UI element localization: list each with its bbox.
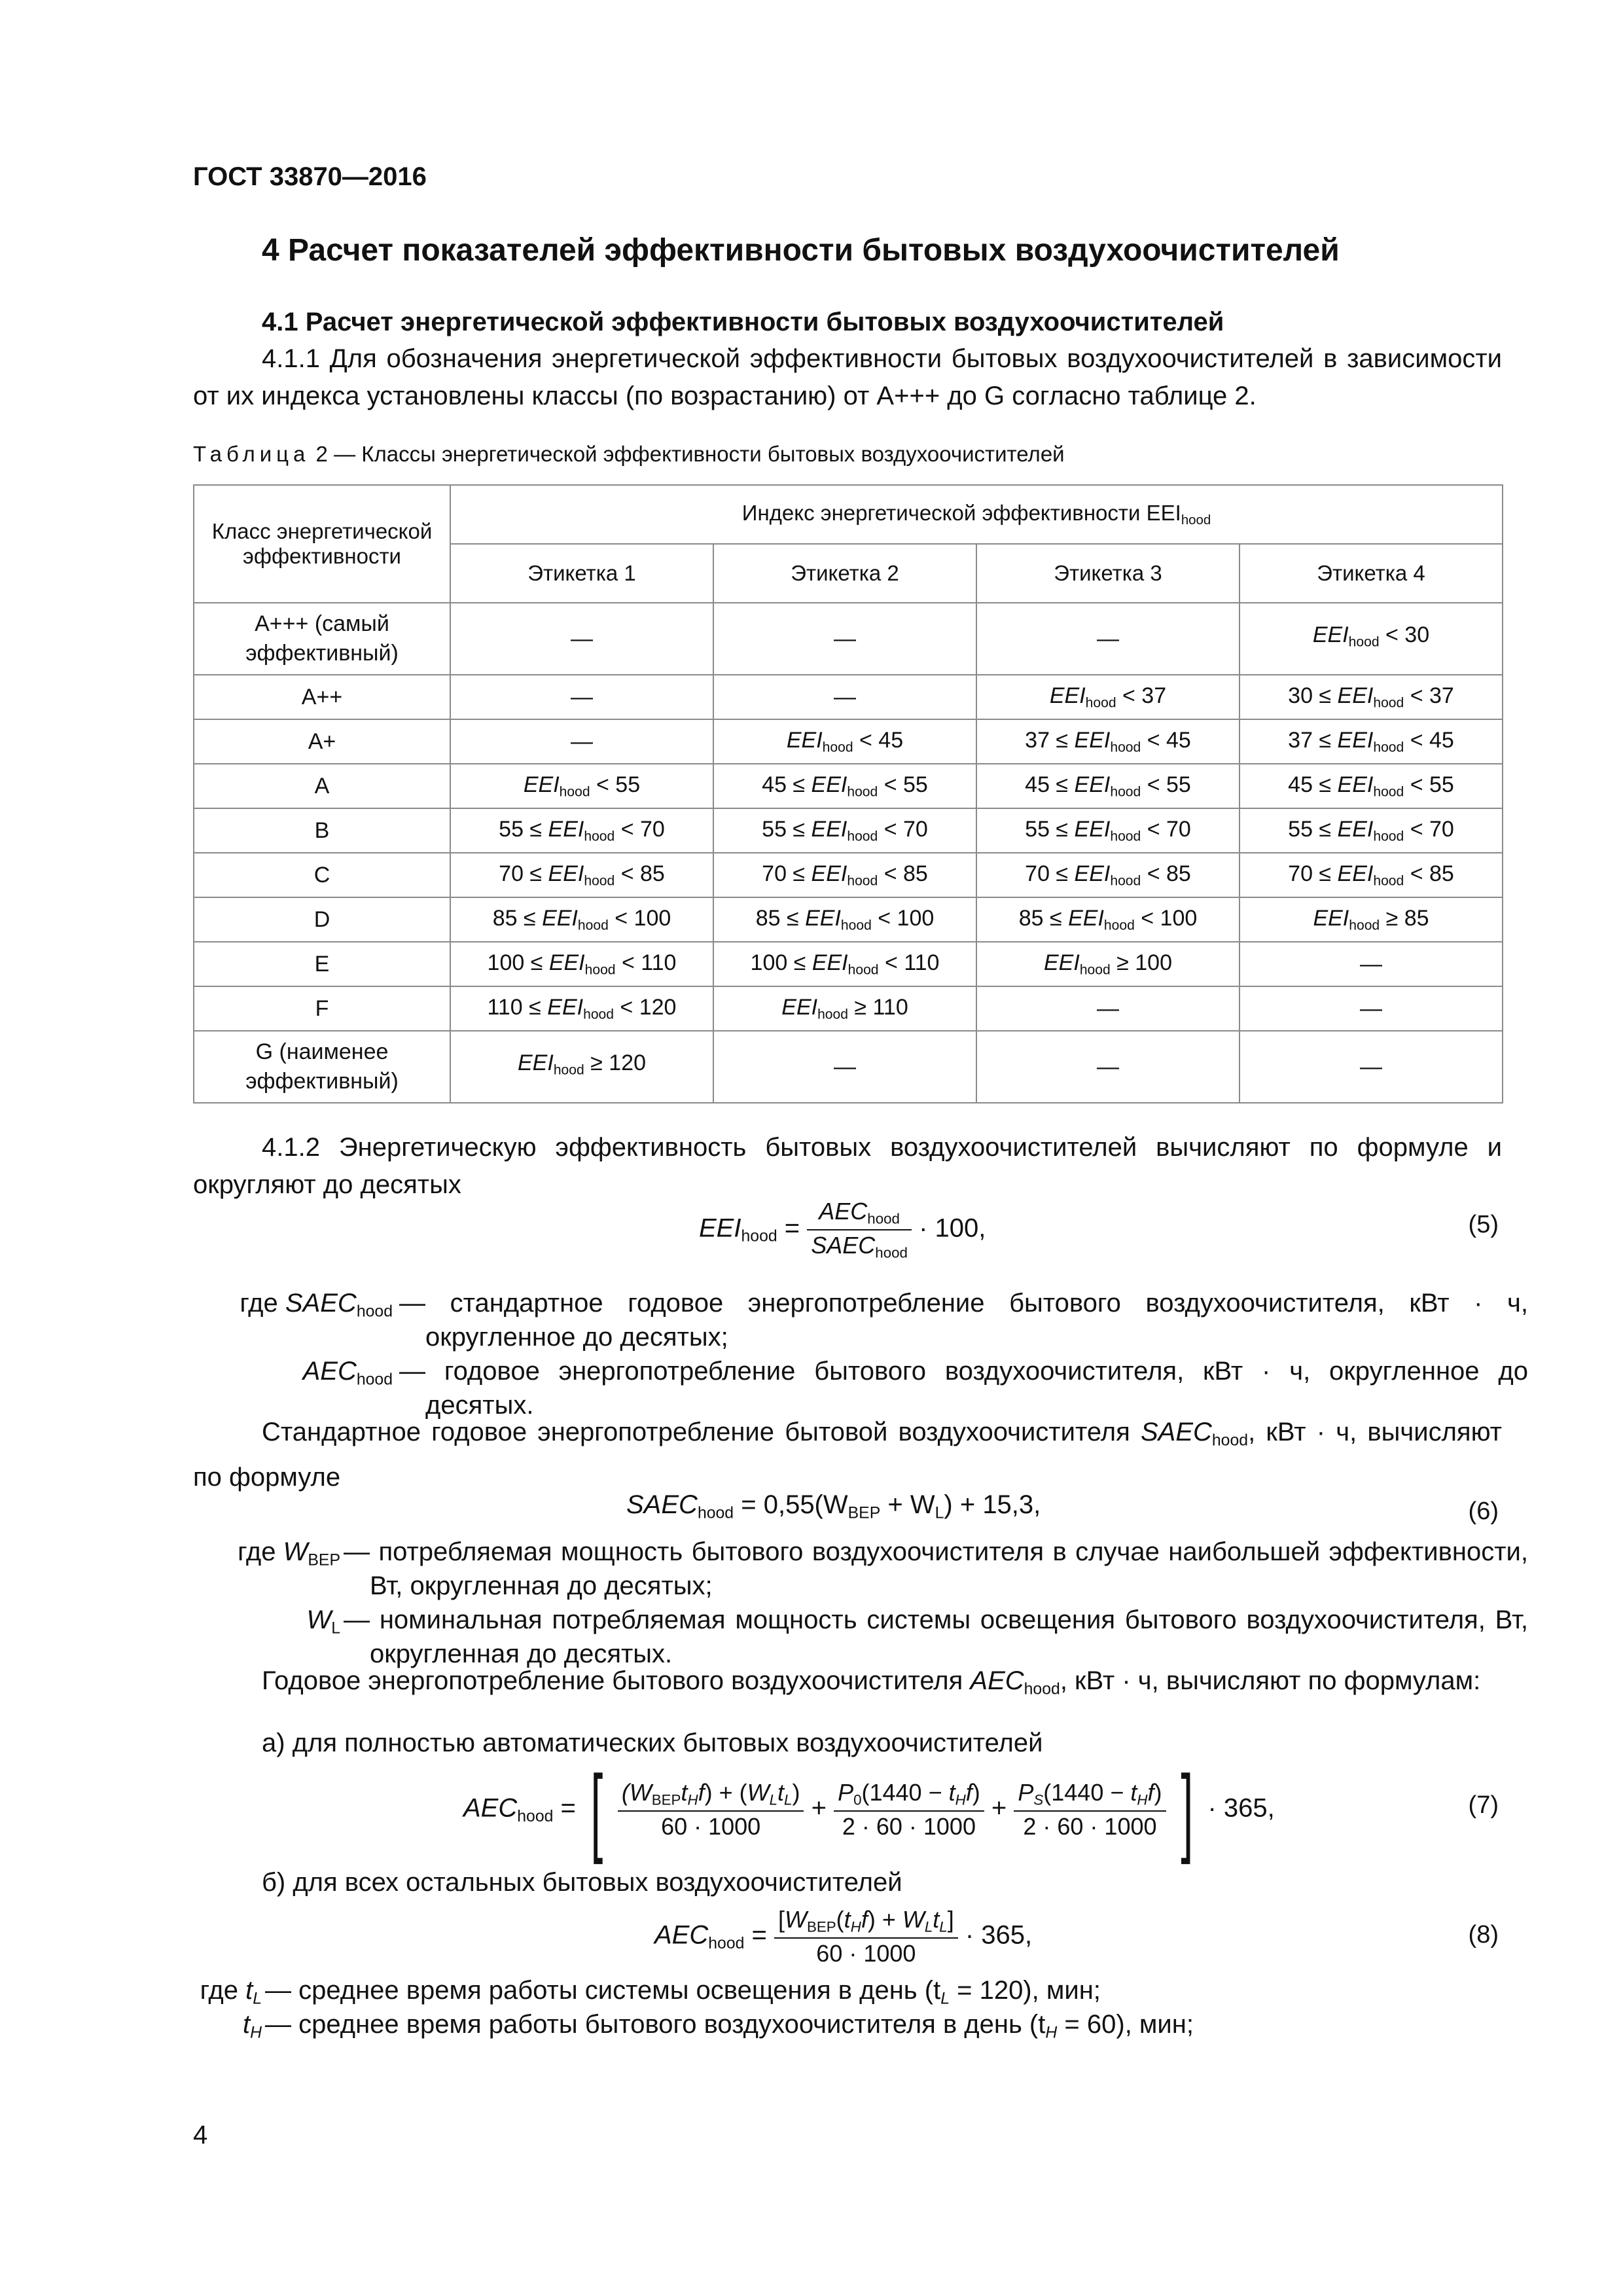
equation-7: $AEC_{hood}$ = [ $\frac{(W_{BEP}t_Hf) + (W_Lt_L)}{60 \cdot 1000}$ + $\frac{P_0(1440 - t_Hf)}{2 \cdot 60 \cdot 1000}$ + $\frac{P_S(1440 - t_Hf)}{2 \cdot 60 \cdot 1000}$ ] · 365, <box>463 1755 1275 1865</box>
index-cell: $55 \le EEI_{hood} < 70$ <box>713 808 976 853</box>
table-label-4: Этикетка 4 <box>1240 544 1503 603</box>
index-cell: $55 \le EEI_{hood} < 70$ <box>976 808 1240 853</box>
index-cell: — <box>450 603 713 675</box>
table-row <box>194 808 1503 853</box>
index-cell: $100 \le EEI_{hood} < 110$ <box>713 942 976 986</box>
eq7-fraction-3: $\frac{P_S(1440 - t_Hf)}{2 \cdot 60 \cdot 1000}$ <box>1014 1779 1166 1840</box>
index-cell: $70 \le EEI_{hood} < 85$ <box>976 853 1240 897</box>
index-cell: $100 \le EEI_{hood} < 110$ <box>450 942 713 986</box>
index-cell: $55 \le EEI_{hood} < 70$ <box>450 808 713 853</box>
eq8-fraction: $\frac{[W_{BEP}(t_Hf) + W_Lt_L]}{60 \cdot 1000}$ <box>774 1906 958 1967</box>
paragraph-saec: Стандартное годовое энергопотребление бытовой воздухоочистителя $SAEC_{hood}$, кВт · ч, вычисляют по формуле <box>193 1418 1503 1492</box>
table-row <box>194 942 1503 986</box>
table-row <box>194 603 1503 675</box>
index-cell: — <box>713 675 976 719</box>
table-row <box>194 764 1503 808</box>
index-cell: $EEI_{hood} \ge 85$ <box>1240 897 1503 942</box>
index-cell: — <box>713 603 976 675</box>
equation-6-number: (6) <box>1468 1498 1499 1525</box>
page-number: 4 <box>193 2121 208 2149</box>
index-cell: $45 \le EEI_{hood} < 55$ <box>976 764 1240 808</box>
table-header-index <box>450 485 1503 544</box>
index-cell: $EEI_{hood} < 55$ <box>450 764 713 808</box>
def-aec-term: $AEC_{hood}$ <box>302 1357 393 1389</box>
index-cell: — <box>713 1031 976 1103</box>
table-label-3: Этикетка 3 <box>976 544 1240 603</box>
index-cell: $EEI_{hood} \ge 110$ <box>713 986 976 1031</box>
equation-8: $AEC_{hood}$ = $\frac{[W_{BEP}(t_Hf) + W_Lt_L]}{60 \cdot 1000}$ · 365, <box>654 1906 1033 1967</box>
eq5-tail: · 100, <box>919 1213 986 1243</box>
eq7-fraction-2: $\frac{P_0(1440 - t_Hf)}{2 \cdot 60 \cdot 1000}$ <box>834 1779 984 1840</box>
index-cell: $85 \le EEI_{hood} < 100$ <box>450 897 713 942</box>
eq7-left-bracket: [ <box>590 1755 603 1865</box>
index-cell: — <box>976 603 1240 675</box>
efficiency-classes-table <box>193 484 1503 1103</box>
equation-5: $EEI_{hood}$ = $\frac{AEC_{hood}}{SAEC_{hood}}$ · 100, <box>699 1198 986 1261</box>
def-th-term: $t_H$ <box>242 2010 262 2042</box>
table-header-index-text: Индекс энергетической эффективности EEI <box>741 500 1181 525</box>
class-cell: А <box>194 764 450 808</box>
def-saec-text: — стандартное годовое энергопотребление бытового воздухоочистителя, кВт · ч, округленное до десятых; <box>399 1289 1528 1352</box>
equation-6: $SAEC_{hood} = 0,55(W_{BEP} + W_L) + 15,3$, <box>626 1490 1041 1522</box>
index-cell: $55 \le EEI_{hood} < 70$ <box>1240 808 1503 853</box>
def-wbep-term: где $W_{BEP}$ <box>238 1537 340 1570</box>
class-cell: D <box>194 897 450 942</box>
index-cell: $37 \le EEI_{hood} < 45$ <box>976 719 1240 764</box>
def-tl-text: — среднее время работы системы освещения в день $(t_L = 120)$, мин; <box>265 1976 1101 2008</box>
eq5-fraction <box>807 1198 912 1261</box>
index-cell: — <box>450 719 713 764</box>
index-cell: $EEI_{hood} \ge 120$ <box>450 1031 713 1103</box>
index-cell: — <box>976 1031 1240 1103</box>
table-caption-text: 2 — Классы энергетической эффективности бытовых воздухоочистителей <box>310 442 1065 466</box>
index-cell: $45 \le EEI_{hood} < 55$ <box>713 764 976 808</box>
index-cell: $45 \le EEI_{hood} < 55$ <box>1240 764 1503 808</box>
table-row <box>194 853 1503 897</box>
table-caption-word: Таблица <box>193 442 310 466</box>
class-cell: C <box>194 853 450 897</box>
eq5-lhs-sub: hood <box>741 1227 777 1246</box>
index-cell: $85 \le EEI_{hood} < 100$ <box>976 897 1240 942</box>
eq5-denominator: $SAEC_{hood}$ <box>811 1231 908 1261</box>
index-cell: $37 \le EEI_{hood} < 45$ <box>1240 719 1503 764</box>
paragraph-aec: Годовое энергопотребление бытового воздухоочистителя $AEC_{hood}$, кВт · ч, вычисляют по формулам: <box>262 1666 1481 1698</box>
eq5-numerator: $AEC_{hood}$ <box>807 1198 912 1230</box>
table-label-2: Этикетка 2 <box>713 544 976 603</box>
table-header-class: Класс энергетической эффективности <box>194 485 450 603</box>
def-wl-text: — номинальная потребляемая мощность системы освещения бытового воздухоочистителя, Вт, округленная до десятых. <box>344 1605 1528 1668</box>
eq7-fraction-1: $\frac{(W_{BEP}t_Hf) + (W_Lt_L)}{60 \cdot 1000}$ <box>618 1779 804 1840</box>
index-cell: — <box>1240 1031 1503 1103</box>
item-b: б) для всех остальных бытовых воздухоочистителей <box>262 1868 902 1897</box>
class-cell: F <box>194 986 450 1031</box>
paragraph-4-1-1: 4.1.1 Для обозначения энергетической эффективности бытовых воздухоочистителей в зависимости от их индекса установлены классы (по возрастанию) от А+++ до G согласно таблице 2. <box>193 344 1502 410</box>
def-wbep-text: — потребляемая мощность бытового воздухоочистителя в случае наибольшей эффективности, Вт, округленная до десятых; <box>344 1537 1528 1600</box>
class-cell: А++ <box>194 675 450 719</box>
equation-7-number: (7) <box>1468 1791 1499 1819</box>
class-cell: B <box>194 808 450 853</box>
definitions-eq5 <box>0 1286 1623 1420</box>
section-title: 4 Расчет показателей эффективности бытовых воздухоочистителей <box>262 233 1340 268</box>
table-caption <box>193 442 1065 467</box>
table-header-index-sub: hood <box>1181 512 1211 528</box>
eq5-lhs: EEI <box>699 1213 741 1243</box>
index-cell: $70 \le EEI_{hood} < 85$ <box>450 853 713 897</box>
subsection-title: 4.1 Расчет энергетической эффективности бытовых воздухоочистителей <box>262 308 1224 336</box>
index-cell: — <box>450 675 713 719</box>
index-cell: $EEI_{hood} \ge 100$ <box>976 942 1240 986</box>
class-cell: G (наименее эффективный) <box>194 1031 450 1103</box>
index-cell: $70 \le EEI_{hood} < 85$ <box>713 853 976 897</box>
def-wl-term: $W_L$ <box>306 1605 340 1638</box>
index-cell: $30 \le EEI_{hood} < 37$ <box>1240 675 1503 719</box>
table-row <box>194 1031 1503 1103</box>
def-th-text: — среднее время работы бытового воздухоочистителя в день $(t_H = 60)$, мин; <box>265 2010 1194 2042</box>
class-cell: E <box>194 942 450 986</box>
class-cell: А+ <box>194 719 450 764</box>
table-row <box>194 675 1503 719</box>
paragraph-4-1-2: 4.1.2 Энергетическую эффективность бытовых воздухоочистителей вычисляют по формуле и округляют до десятых <box>193 1133 1502 1199</box>
def-aec-text: — годовое энергопотребление бытового воздухоочистителя, кВт · ч, округленное до десятых. <box>399 1357 1528 1420</box>
standard-header: ГОСТ 33870—2016 <box>193 162 427 191</box>
index-cell: — <box>1240 942 1503 986</box>
definitions-eq8 <box>0 1973 1623 2052</box>
index-cell: — <box>976 986 1240 1031</box>
index-cell: $EEI_{hood} < 45$ <box>713 719 976 764</box>
index-cell: $EEI_{hood} < 30$ <box>1240 603 1503 675</box>
item-a: а) для полностью автоматических бытовых воздухоочистителей <box>262 1729 1043 1757</box>
def-tl-term: где $t_L$ <box>200 1976 262 2008</box>
table-row <box>194 719 1503 764</box>
table-row <box>194 897 1503 942</box>
index-cell: $EEI_{hood} < 37$ <box>976 675 1240 719</box>
class-cell: А+++ (самый эффективный) <box>194 603 450 675</box>
def-saec-term: где $SAEC_{hood}$ <box>240 1289 393 1321</box>
index-cell: $110 \le EEI_{hood} < 120$ <box>450 986 713 1031</box>
table-row <box>194 986 1503 1031</box>
equation-5-number: (5) <box>1468 1211 1499 1238</box>
index-cell: $85 \le EEI_{hood} < 100$ <box>713 897 976 942</box>
index-cell: — <box>1240 986 1503 1031</box>
table-label-1: Этикетка 1 <box>450 544 713 603</box>
equation-8-number: (8) <box>1468 1921 1499 1948</box>
index-cell: $70 \le EEI_{hood} < 85$ <box>1240 853 1503 897</box>
eq7-right-bracket: ] <box>1181 1755 1193 1865</box>
